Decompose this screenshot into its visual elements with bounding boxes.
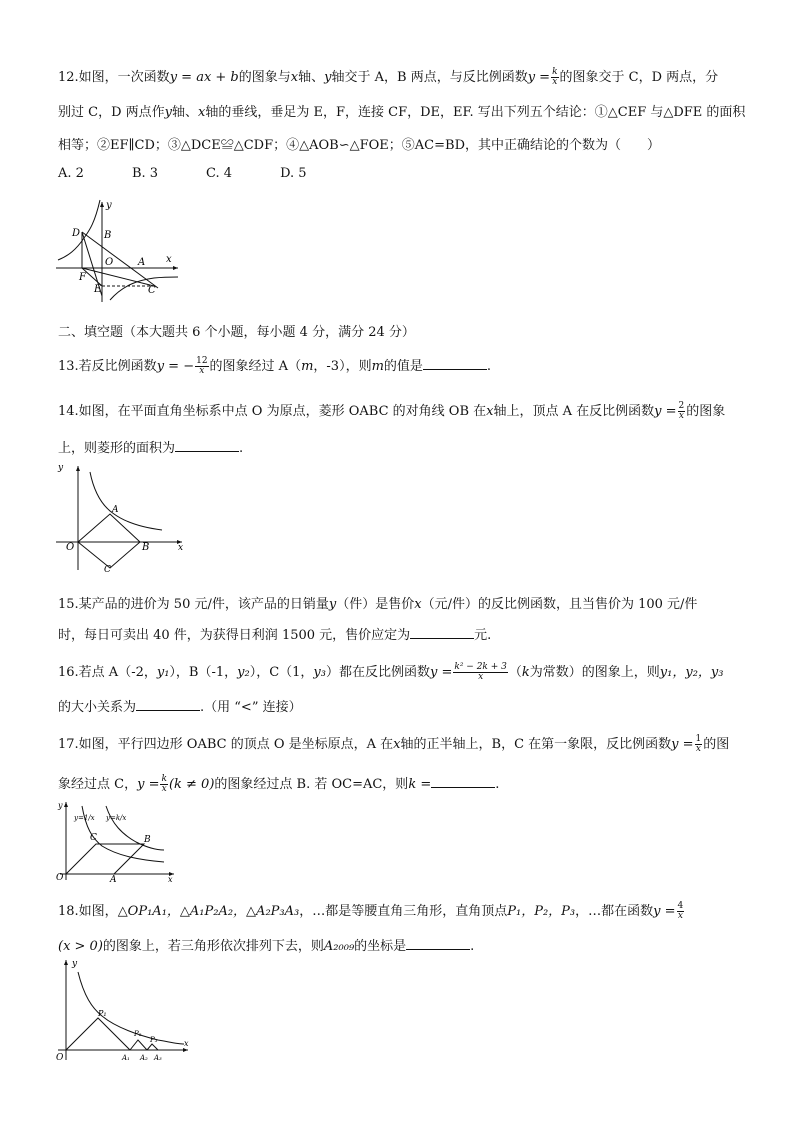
q13-text: . <box>486 359 492 374</box>
q16-text: ），C（1， <box>249 665 314 680</box>
label-x: x <box>184 1039 189 1048</box>
q15-var: y <box>328 597 337 612</box>
label-curve-k: y=k/x <box>106 814 127 822</box>
label-curve-1: y=1/x <box>74 814 95 822</box>
q12-text: 轴、 <box>298 70 325 85</box>
q15-text: （件）是售价 <box>336 597 415 612</box>
q14-text: 14.如图，在平面直角坐标系中点 O 为原点，菱形 OABC 的对角线 OB 在 <box>58 404 487 419</box>
q15-text: 元. <box>474 628 492 643</box>
q12-text: 轴交于 A，B 两点，与反比例函数 <box>331 70 528 85</box>
frac-num: 1 <box>695 734 702 744</box>
q12-var: x <box>198 105 206 120</box>
q17-condition: (k ≠ 0) <box>168 777 215 792</box>
q18-fraction <box>677 902 685 921</box>
q17-text: 17.如图，平行四边形 OABC 的顶点 O 是坐标原点，A 在 <box>58 737 394 752</box>
label-b: B <box>104 230 112 241</box>
label-p1: P₁ <box>98 1009 107 1018</box>
q15-text: 15.某产品的进价为 50 元/件，该产品的日销量 <box>58 597 329 612</box>
label-a: A <box>112 505 119 515</box>
frac-den: x <box>552 77 558 87</box>
frac-den: x <box>677 911 683 921</box>
label-y: y <box>106 200 112 211</box>
label-c: C <box>90 833 97 843</box>
label-o: O <box>66 542 75 553</box>
q16-var: y₁ <box>156 665 170 680</box>
q13-var: m <box>371 359 384 374</box>
triangle-3 <box>147 1044 158 1050</box>
label-y: y <box>58 801 63 810</box>
label-a2: A₂ <box>140 1054 148 1062</box>
q15-line1 <box>58 593 697 612</box>
q18-condition: (x > 0) <box>58 939 103 954</box>
q13-text: 的图象经过 A（ <box>209 359 302 374</box>
q12-var: y <box>324 70 332 85</box>
q13-fraction <box>195 357 208 376</box>
answer-blank[interactable] <box>410 626 474 639</box>
q18-text: . <box>470 939 475 954</box>
q14-line1 <box>58 400 725 421</box>
label-x: x <box>166 254 172 265</box>
q17-line1 <box>58 733 729 754</box>
q17-eq: y = <box>671 737 694 752</box>
frac-num: k² − 2k + 3 <box>454 662 507 672</box>
answer-blank[interactable] <box>136 698 200 711</box>
q13-text: ，-3），则 <box>313 359 372 374</box>
q18-triangles: △OP₁A₁，△A₁P₂A₂，△A₂P₃A₃ <box>117 904 300 919</box>
q16-line1 <box>58 661 723 682</box>
q17-var: k = <box>408 777 432 792</box>
curve-y-k-over-x <box>106 806 164 850</box>
triangle-1 <box>66 1018 130 1050</box>
frac-den: x <box>695 744 701 754</box>
frac-num: 4 <box>677 901 684 911</box>
q18-text: 的图象上，若三角形依次排列下去，则 <box>102 939 324 954</box>
q12-line3: 相等；②EF∥CD；③△DCE≌△CDF；④△AOB∽△FOE；⑤AC=BD，其中正确结论的个数为（ ） <box>58 138 660 153</box>
option-b: B. 3 <box>131 166 159 181</box>
q14-text: 上，则菱形的面积为 <box>58 441 176 456</box>
q18-text: 18.如图， <box>58 904 118 919</box>
label-f: F <box>79 272 86 283</box>
q17-text: 象经过点 C， <box>58 777 138 792</box>
option-c: C. 4 <box>206 166 233 181</box>
q16-text: 16.若点 A（-2， <box>58 665 157 680</box>
y-axis-arrow <box>64 802 68 807</box>
label-c: C <box>104 565 111 574</box>
label-p3: P₃ <box>150 1036 158 1044</box>
y-axis-arrow <box>100 202 104 207</box>
frac-den: x <box>478 672 484 682</box>
q12-var: x <box>290 70 299 85</box>
answer-blank[interactable] <box>431 775 495 788</box>
label-y: y <box>72 959 78 969</box>
q16-text: 为常数）的图象上，则 <box>529 665 660 680</box>
q12-text: 轴、 <box>172 105 199 120</box>
q16-eq: y = <box>430 665 453 680</box>
q12-text: 轴的垂线，垂足为 E，F，连接 CF，DE，EF. 写出下列五个结论：①△CEF 与△DFE 的面积 <box>205 105 746 120</box>
q14-figure <box>54 462 186 574</box>
q16-var: k <box>521 665 530 680</box>
frac-num: 2 <box>678 401 685 411</box>
q16-text: ），B（-1， <box>169 665 238 680</box>
y-axis-arrow <box>64 960 68 965</box>
y-axis-arrow <box>76 466 80 471</box>
q14-fraction <box>678 402 686 421</box>
q12-fraction <box>551 68 558 87</box>
q18-text: ，…都是等腰直角三角形，直角顶点 <box>299 904 508 919</box>
q17-eq: y = <box>137 777 160 792</box>
q14-var: x <box>486 404 494 419</box>
q13-line <box>58 355 491 376</box>
q17-text: 的图象经过点 B. 若 OC=AC，则 <box>214 777 409 792</box>
answer-blank[interactable] <box>406 937 470 950</box>
q18-figure <box>54 956 194 1066</box>
frac-num: k <box>552 67 558 77</box>
label-p2: P₂ <box>134 1030 142 1038</box>
label-d: D <box>72 228 81 239</box>
q16-text: .（用 “<” 连接） <box>200 700 302 715</box>
label-o: O <box>56 1053 64 1063</box>
hyperbola-branch-4 <box>110 277 178 300</box>
label-a: A <box>138 257 146 268</box>
q15-text: 时，每日可卖出 40 件，为获得日利润 1500 元，售价应定为 <box>58 628 411 643</box>
parallelogram-oabc <box>66 844 144 874</box>
label-o: O <box>56 873 64 882</box>
curve-y-4-over-x <box>78 972 184 1044</box>
frac-num: k <box>161 774 167 784</box>
q15-text: （元/件）的反比例函数，且当售价为 100 元/件 <box>421 597 698 612</box>
q17-text: 的图 <box>703 737 730 752</box>
q18-line2 <box>58 935 474 954</box>
q14-text: . <box>239 441 244 456</box>
q18-eq: y = <box>653 904 676 919</box>
q16-text: ）都在反比例函数 <box>325 665 430 680</box>
q15-line2 <box>58 624 491 643</box>
frac-num: 12 <box>196 356 208 366</box>
q18-text: ，…都在函数 <box>575 904 654 919</box>
x-axis-arrow <box>183 1048 188 1052</box>
q12-text: 12.如图，一次函数 <box>58 70 170 85</box>
q16-var: y₃ <box>313 665 326 680</box>
q16-text: （ <box>508 665 522 680</box>
q17-figure <box>56 798 178 882</box>
label-b: B <box>144 835 151 845</box>
q14-text: 的图象 <box>686 404 726 419</box>
frac-den: x <box>678 411 684 421</box>
q14-line2 <box>58 437 243 456</box>
q16-fraction <box>453 663 508 682</box>
q12-text: 别过 C，D 两点作 <box>58 105 165 120</box>
label-a3: A₃ <box>154 1054 162 1062</box>
q12-text: 的图象与 <box>238 70 291 85</box>
q18-point: A₂₀₀₉ <box>323 939 355 954</box>
q16-var: y₂ <box>237 665 250 680</box>
q14-text: 轴上，顶点 A 在反比例函数 <box>493 404 655 419</box>
line-ab <box>82 232 158 288</box>
label-y: y <box>58 463 64 473</box>
q16-vars: y₁，y₂，y₃ <box>659 665 724 680</box>
label-o: O <box>105 257 114 268</box>
q17-text: . <box>495 777 500 792</box>
triangle-2 <box>130 1040 147 1050</box>
option-a: A. 2 <box>58 166 84 181</box>
q18-line1 <box>58 900 685 921</box>
q18-points: P₁，P₂，P₃ <box>507 904 576 919</box>
q12-var: y <box>164 105 172 120</box>
label-a1: A₁ <box>122 1054 130 1062</box>
q12-options <box>58 166 355 181</box>
q15-var: x <box>414 597 422 612</box>
q12-linear-eq: y = ax + b <box>169 70 239 85</box>
q12-text: 的图象交于 C，D 两点，分 <box>559 70 719 85</box>
answer-blank[interactable] <box>423 357 487 370</box>
q13-text: 的值是 <box>383 359 423 374</box>
q12-line2 <box>58 101 745 120</box>
answer-blank[interactable] <box>175 439 239 452</box>
frac-den: x <box>199 366 205 376</box>
label-x: x <box>168 875 173 882</box>
q13-var: m <box>301 359 314 374</box>
q17-fraction2 <box>160 775 167 794</box>
q12-line1 <box>58 66 718 87</box>
hyperbola <box>90 472 162 530</box>
q13-text: 13.若反比例函数 <box>58 359 157 374</box>
q17-fraction <box>695 735 703 754</box>
section-title-fill-in: 二、填空题（本大题共 6 个小题，每小题 4 分，满分 24 分） <box>58 325 415 340</box>
rhombus-oabc <box>78 514 140 568</box>
option-d: D. 5 <box>280 166 307 181</box>
q16-line2 <box>58 696 302 715</box>
q12-inverse-eq: y = <box>527 70 551 85</box>
label-a: A <box>110 875 117 882</box>
label-b: B <box>142 542 150 553</box>
q16-text: 的大小关系为 <box>58 700 137 715</box>
label-c: C <box>148 285 156 296</box>
q17-var: x <box>393 737 401 752</box>
q13-eq: y = − <box>156 359 195 374</box>
label-e: E <box>94 284 102 295</box>
q12-figure <box>54 196 184 304</box>
q17-text: 轴的正半轴上，B，C 在第一象限，反比例函数 <box>400 737 672 752</box>
label-x: x <box>178 543 184 553</box>
x-axis-arrow <box>173 266 178 270</box>
q17-line2 <box>58 773 499 794</box>
frac-den: x <box>161 784 167 794</box>
q14-eq: y = <box>654 404 677 419</box>
q18-text: 的坐标是 <box>354 939 407 954</box>
